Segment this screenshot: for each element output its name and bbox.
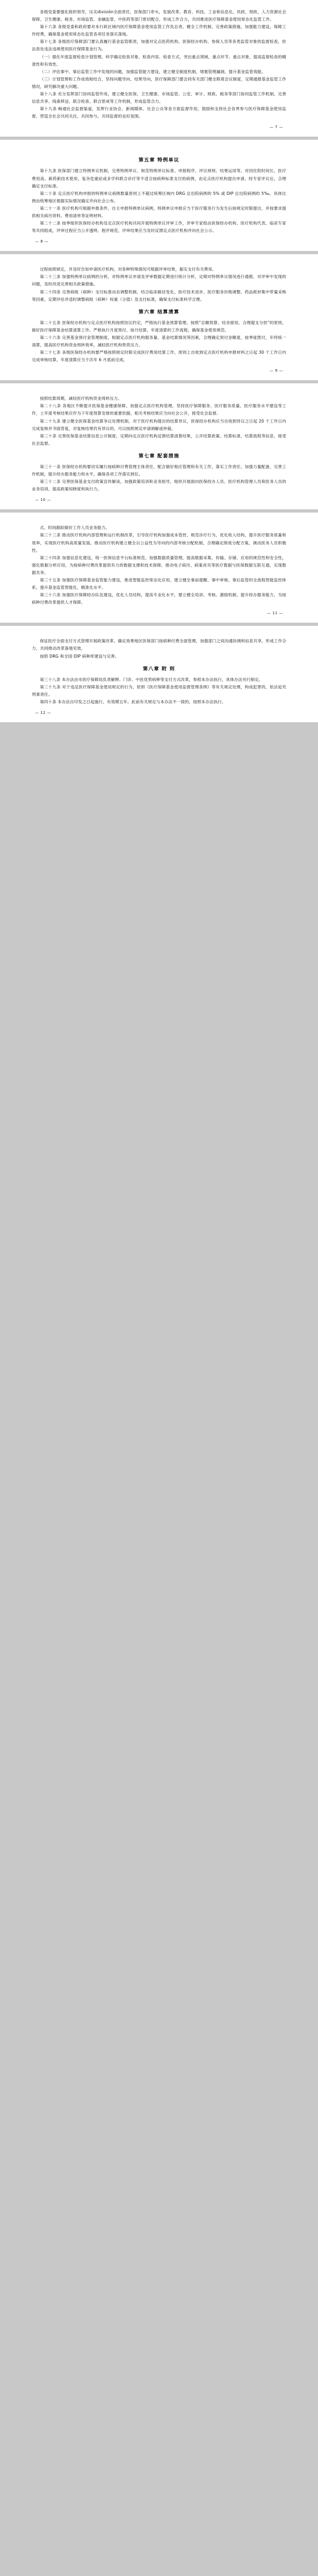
document-page-8 bbox=[0, 140, 318, 254]
chapter-heading: 第五章 特例单议 bbox=[138, 157, 180, 164]
page-number: — 11 — bbox=[267, 611, 283, 616]
document-page-12 bbox=[0, 626, 318, 725]
paragraph: 第三十一条 医保经办机构要切实履行按病种付费管理主体责任，配合做好相应管理和有关工作，落实工作责任，加强力量配备，完善工作机制，提升经办服务能力和水平，确保各项工作落实到位。 bbox=[32, 464, 286, 477]
paragraph: 第二十二条 按季组织医保经办机构及定点医疗机构共同开展特例单议评审工作，评审专家组由医保经办机构、医疗机构代表、临床专家等共同组成，评审过程应当公开透明、程序规范，评审结果应当及时反馈定点医疗机构并向社会公示。 bbox=[32, 221, 286, 234]
page-number: — 12 — bbox=[35, 711, 51, 715]
paragraph: 第三十六条 加强医疗保障经办队伍建设，优化人员结构，提高专业化水平，建立健全培训、考核、激励机制，提升经办服务能力，为按病种付费改革提供人才保障。 bbox=[32, 593, 286, 605]
chapter-heading: 第六章 结算清算 bbox=[138, 309, 180, 315]
document-container bbox=[0, 0, 318, 725]
paragraph: （三）计划管理和工作成效相结合，坚持问题导向、结果导向，医疗保障部门要会同有关部门健全联席会议制度，定期通报基金监管工作情况，研究解决重大问题。 bbox=[32, 76, 286, 89]
paragraph: 第三十三条 推动医疗机构内部管理和运行机制改革，引导医疗机构加强成本管控、规范诊疗行为、优化收入结构，提升医疗服务质量和效率，实现医疗机构高质量发展。推动医疗机构建立健全以公益性为导向的内部考核分配机制，合理确定绩效分配方案，调动医务人员积极性。 bbox=[32, 533, 286, 553]
page-number: — 7 — bbox=[269, 125, 283, 130]
paragraph: 第三十二条 完善医保基金支付政策宣传解读，加强政策培训和业务指导，组织开展面向医保经办人员、医疗机构管理人员和医务人员的业务培训，提高政策知晓度和执行力。 bbox=[32, 479, 286, 492]
paragraph: 保证医疗全面支付方式管理开展政策改革、确定效果地区医保部门按病种付费全面管理，加强部门之间沟通协调和信息共享，形成工作合力，共同推动改革落地见效。 bbox=[32, 639, 286, 651]
page-number: — 10 — bbox=[35, 498, 51, 502]
paragraph: 第二十八条 各地区不断提升医保基金健康保障、加强定点医疗机构管理，坚持医疗保障服务、医疗服务质量、医疗服务水平建设等工作，上年度考核结果应作为下年度预算安排的重要依据，相关考核结果应当向社会公开，接受社会监督。 bbox=[32, 403, 286, 416]
paragraph: 第三十四条 加强信息化建设，统一医保信息平台标准规范，加强数据质量管理，提高数据采集、传输、存储、应用的规范性和安全性，强化数据分析应用，为按病种付费改革提供有力的数据支撑和技术保障。推动电子病历、病案首页等医疗数据与医保数据互联互通，实现数据共享。 bbox=[32, 555, 286, 575]
page-number: — 9 — bbox=[269, 369, 283, 373]
paragraph: 第二十一条 医疗机构可根据申报条件，自主申报特例单议病例，特例单议申报应当于医疗服务行为发生后按规定时限提出，并按要求提供相关病历资料、费用清单等证明材料。 bbox=[32, 205, 286, 218]
paragraph: 第十七条 各级医疗保障部门要认真履行基金监管职责，加强对定点医药机构、医保经办机构、参保人员等各类监管对象的监督检查，依法查处违法违规使用医疗保障基金行为。 bbox=[32, 39, 286, 52]
paragraph: 第十九条 畅通社会监督渠道，发挥行业协会、新闻媒体、社会公众等各方面监督作用，鼓励和支持社会各界参与医疗保障基金使用监督，营造全社会共同关注、共同参与、共同监督的良好氛围。 bbox=[32, 106, 286, 119]
paragraph: 第二十九条 建立健全医保基金结算争议处理机制，对于医疗机构提出的结算异议，医保经办机构应当自收到异议之日起 20 个工作日内完成复核并书面答复，对复核结果仍有异议的，可以按照规定申请调解或仲裁。 bbox=[32, 418, 286, 431]
paragraph: 第二十五条 医保经办机构与定点医疗机构按照协议约定，严格执行基金预算管理，按照“总额预算、结余留用、合理超支分担”的原则，做好医疗保障基金结算清算工作。严格执行月度预付、按月结算、年度清算的工作流程，确保基金使用规范。 bbox=[32, 320, 286, 333]
paragraph: 第十八条 充分发挥部门协同监管作用，建立健全医保、卫生健康、市场监管、公安、审计、财政、税务等部门协同监管工作机制，完善信息共享、线索移送、联合检查、联合惩戒等工作机制，形成监管合力。 bbox=[32, 92, 286, 104]
document-page-11 bbox=[0, 513, 318, 626]
paragraph: 第二十三条 加强特例单议病例的分析，对特例单议申请及评审数据定期进行统计分析，定期对特例单议情况进行通报，对评审中发现的问题，及时改进完善相关政策措施。 bbox=[32, 274, 286, 287]
document-page-7 bbox=[0, 0, 318, 140]
paragraph: 第四十条 本办法自印发之日起施行，有效期五年。此前有关规定与本办法不一致的，按照本办法执行。 bbox=[40, 699, 226, 704]
paragraph: 按照结算周期，减轻医疗机构资金周转压力。 bbox=[40, 396, 122, 401]
page-number: — 8 — bbox=[35, 239, 49, 244]
document-page-9 bbox=[0, 254, 318, 383]
paragraph: 过程按照规定，并及时告知申请医疗机构，对各种特殊情况可根据评审结果，据实支付有关费用。 bbox=[40, 267, 217, 272]
chapter-heading: 第八章 附 则 bbox=[143, 666, 175, 672]
chapter-heading: 第七章 配套措施 bbox=[138, 453, 180, 459]
paragraph: 第十九条 医保部门建立特例单议机制，完善特例单议、规范特例单议标准、申报程序、评议规则、结果运用等，对因住院时间长、医疗费用高、新药新技术使用、复杂危重症或多学科联合诊疗等不适合按病种标准支付的病例，由定点医疗机构提出申请，经专家评议后，合理确定支付标准。 bbox=[32, 168, 286, 189]
paragraph: 第二十七条 各级医保经办机构要严格按照规定时限完成医疗费用结算工作，原则上自收到定点医疗机构申报材料之日起 30 个工作日内完成审核结算，年度清算应当于次年 6 月底前完成。 bbox=[32, 350, 286, 363]
paragraph: 第二十六条 完善基金预付金管理制度，根据定点医疗机构服务量、基金结算情况等因素，合理确定预付金额度，按季度拨付，年终统一清算，提高医疗机构资金周转效率，减轻医疗机构垫资压力。 bbox=[32, 335, 286, 347]
paragraph: （一）强化年度监督检查计划管理，科学确定检查对象、检查内容、检查方式，突出重点领域、重点环节、重点对象，提高监督检查的精准性和有效性。 bbox=[32, 54, 286, 67]
paragraph: 第十六条 各级党委和政府要对本行政区域内医疗保障基金使用监管工作负总责，健全工作机制，完善政策措施，加强能力建设，保障工作经费，确保基金使用常态化监管各项任务落实落地。 bbox=[32, 24, 286, 37]
paragraph: 第三十八条 本办法由市医疗保障局负责解释。门诊、中医优势病种等支付方式改革，参照本办法执行，具体办法另行制定。 bbox=[40, 677, 263, 682]
paragraph: （二）评估事中、事后监管工作中发现的问题，加强监管能力建设，建立健全制度机制，堵塞管理漏洞，提升基金监管效能。 bbox=[40, 69, 266, 74]
paragraph: 第二十条 定点医疗机构申报的特例单议病例数量原则上不超过统筹区域内 DRG 总出院病例的 5% 或 DIP 总出院病例的 5‰，具体比例由统筹地区根据实际情况确定并向社会公布。 bbox=[32, 191, 286, 203]
document-page-10 bbox=[0, 383, 318, 513]
paragraph: 第三十条 完善医保基金结算信息公开制度，定期向定点医疗机构反馈结算清算结果，公开结算政策、结算标准、结算流程等信息，接受社会监督。 bbox=[32, 433, 286, 446]
paragraph: 第三十五条 加强医疗保障基金监管能力建设，推进智能监控常态化应用，建立健全事前提醒、事中审核、事后监管的全流程智能监控体系，提升基金监管智能化、精准化水平。 bbox=[32, 577, 286, 590]
paragraph: 各级党委要强化组织领导，压实división全面责任，医保部门牵头，发展改革、教育、科技、工业和信息化、民政、财政、人力资源社会保障、卫生健康、税务、市场监管、金融监管、中医药等部门密切配合，形成工作合力，共同推进医疗保障基金使用常态化监管工作。 bbox=[32, 10, 286, 22]
paragraph: 第三十九条 对于违反医疗保障基金使用规定的行为，依照《医疗保障基金使用监督管理条例》等有关规定处理，构成犯罪的，依法追究刑事责任。 bbox=[32, 684, 286, 697]
paragraph: 式、时间跟踪做好工作人员业务能力。 bbox=[40, 525, 110, 531]
paragraph: 按照 DRG 和全国 DIP 病种库建设与完善。 bbox=[40, 653, 119, 659]
paragraph: 第二十四条 完善病组（病种）支付标准动态调整机制，结合临床路径变化、医疗技术进步、医疗服务价格调整、药品耗材集中带量采购等因素，定期评估并适时调整病组（病种）权重（分值）及支付标准，确保支付标准科学合理。 bbox=[32, 289, 286, 302]
